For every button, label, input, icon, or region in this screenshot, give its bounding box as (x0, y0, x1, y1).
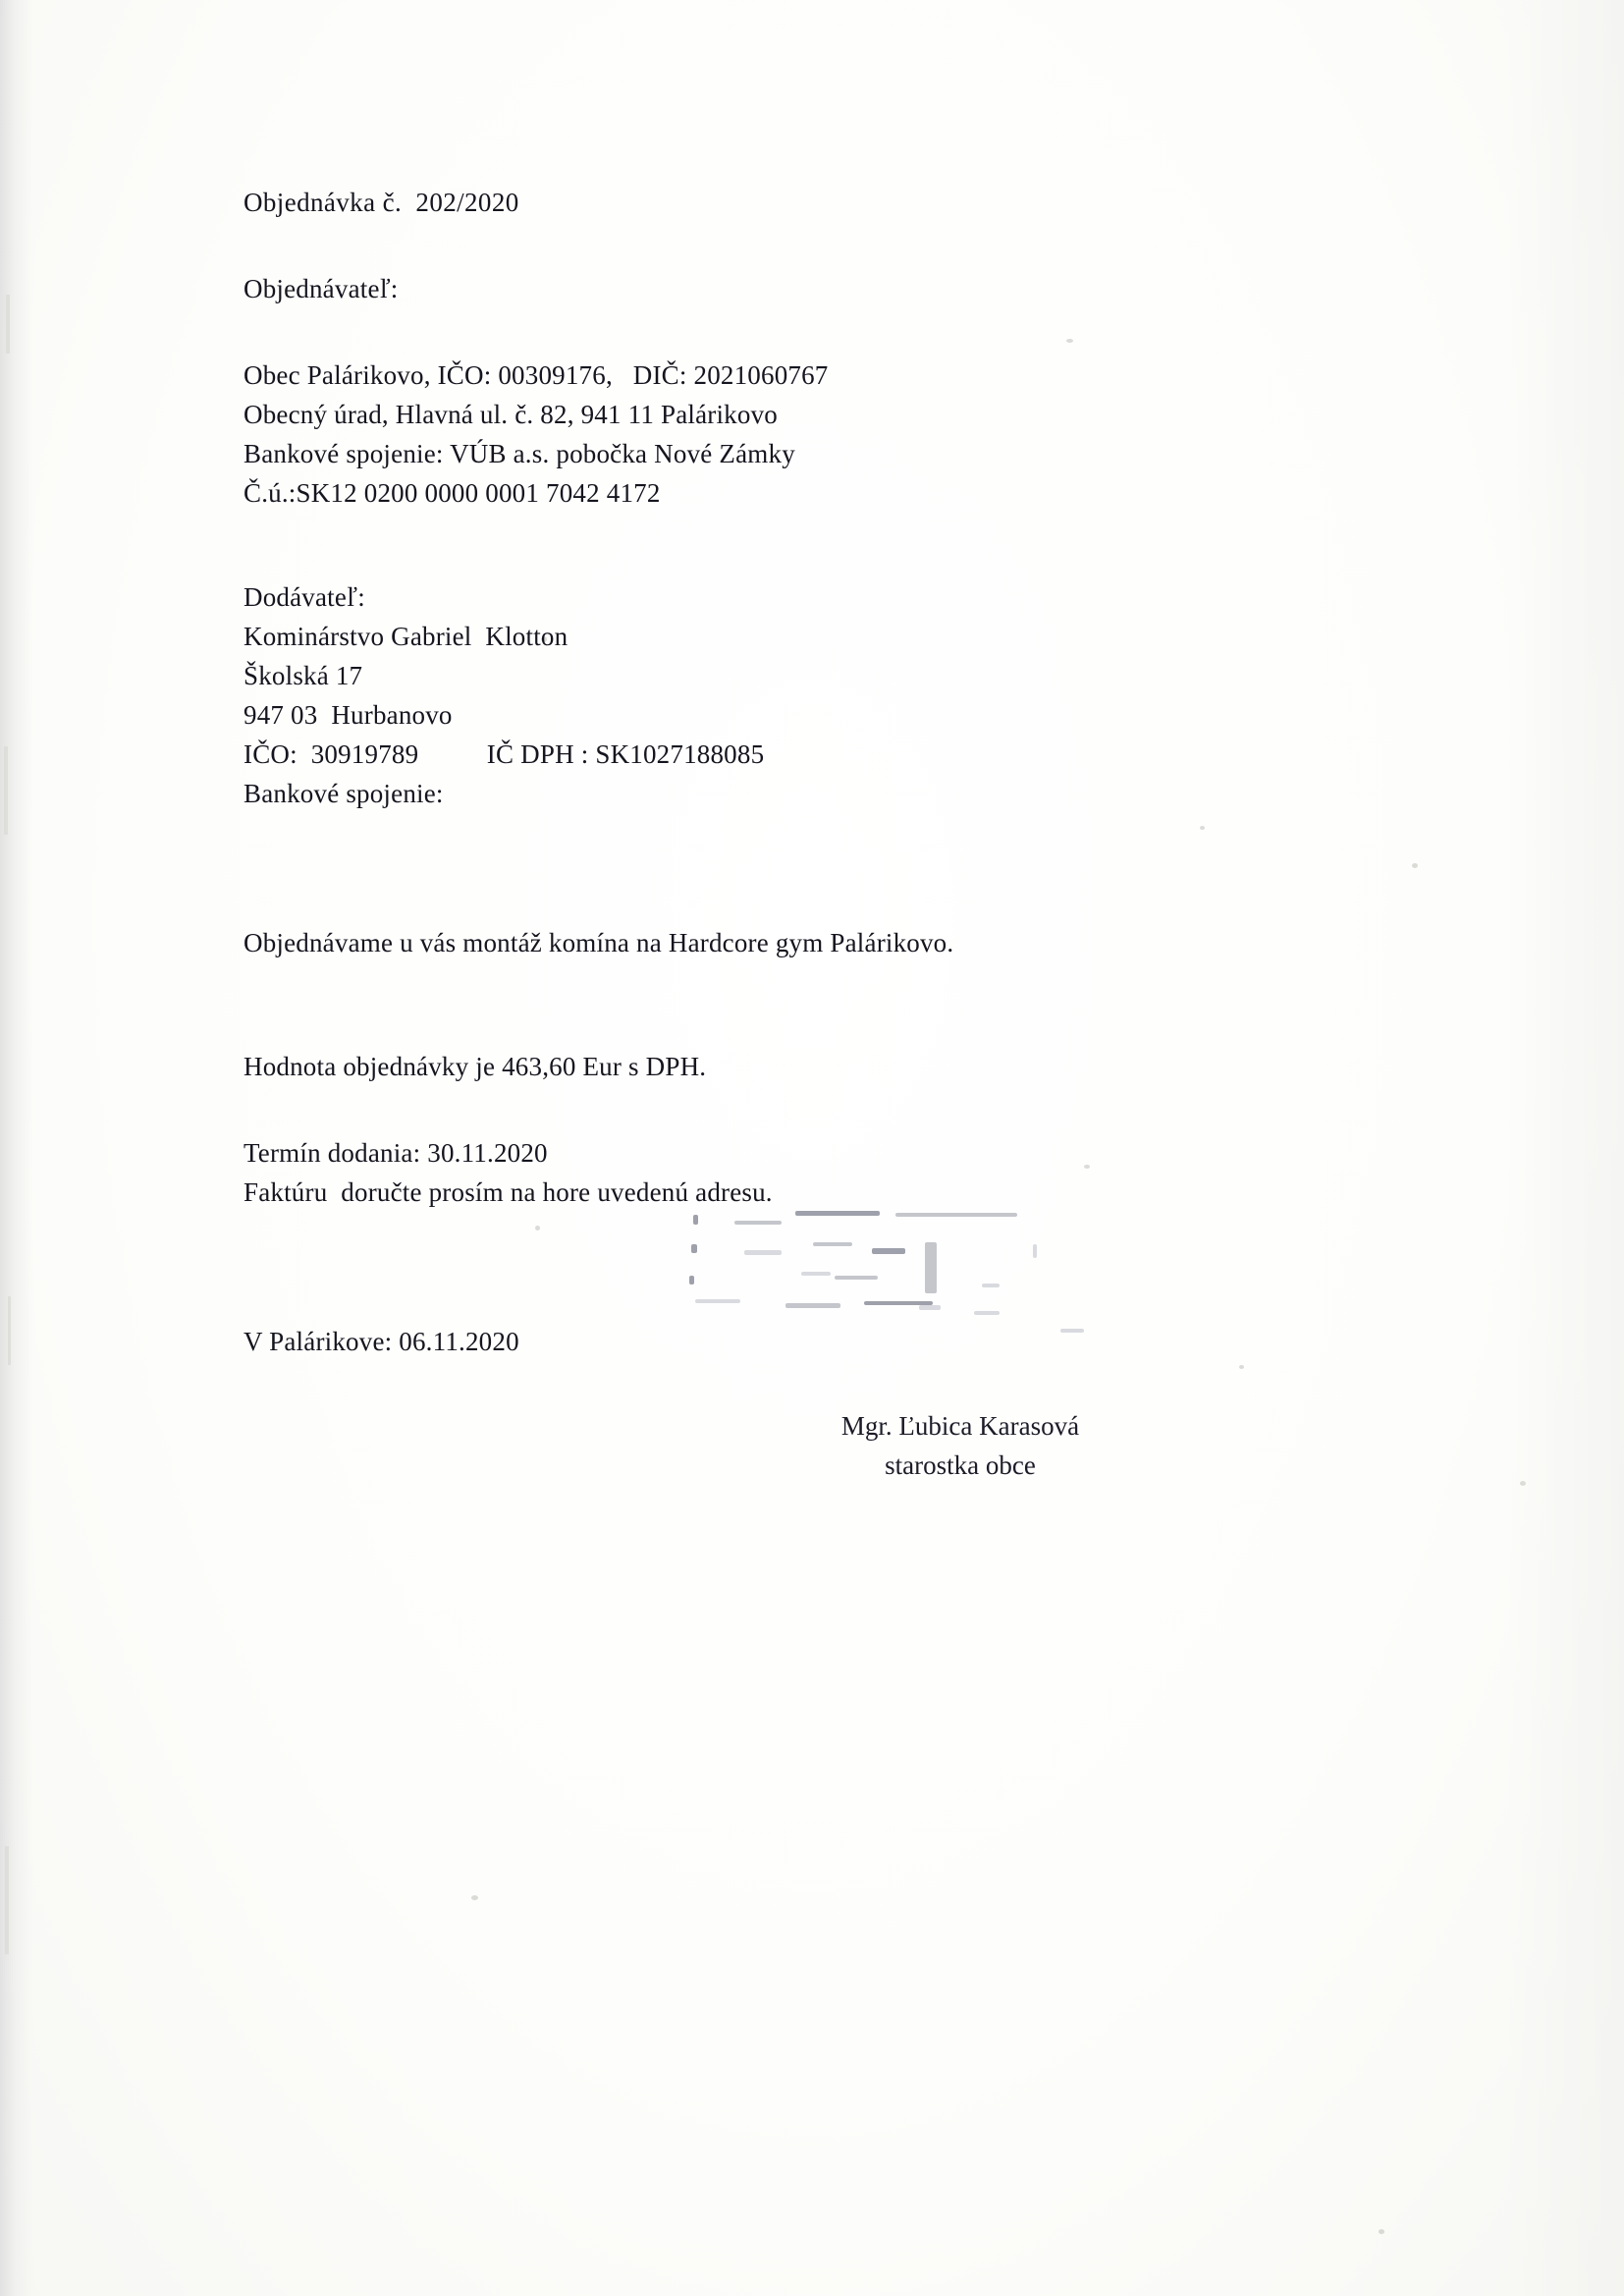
delivery-term: Termín dodania: 30.11.2020 (244, 1138, 548, 1168)
supplier-block (244, 577, 1382, 813)
scan-edge-mark (5, 1846, 9, 1954)
signatory-name: Mgr. Ľubica Karasová (840, 1411, 1080, 1441)
customer-line-2: Obecný úrad, Hlavná ul. č. 82, 941 11 Palárikovo (244, 400, 778, 429)
customer-line-1: Obec Palárikovo, IČO: 00309176, DIČ: 2021060767 (244, 360, 829, 390)
customer-line-4: Č.ú.:SK12 0200 0000 0001 7042 4172 (244, 478, 661, 508)
invoice-note: Faktúru doručte prosím na hore uvedenú adresu. (244, 1177, 773, 1207)
customer-line-3: Bankové spojenie: VÚB a.s. pobočka Nové Zámky (244, 439, 795, 468)
scan-edge-mark (4, 746, 8, 835)
scan-speck (471, 1895, 478, 1900)
spacer (244, 222, 1382, 269)
spacer (244, 1086, 1382, 1133)
supplier-line-4: IČO: 30919789 IČ DPH : SK1027188085 (244, 739, 765, 769)
scan-edge-mark (8, 1296, 11, 1365)
supplier-heading: Dodávateľ: (244, 582, 365, 612)
spacer (244, 813, 1382, 898)
order-text: Objednávame u vás montáž komína na Hardcore gym Palárikovo. (244, 928, 954, 957)
document-body (244, 183, 1382, 1361)
spacer (244, 308, 1382, 355)
signature-block (244, 1406, 1382, 1485)
order-value: Hodnota objednávky je 463,60 Eur s DPH. (244, 1052, 707, 1081)
scan-speck (1379, 2229, 1384, 2234)
scan-edge-mark (6, 295, 10, 354)
customer-heading: Objednávateľ: (244, 274, 399, 303)
scan-speck (1412, 863, 1418, 868)
spacer (244, 513, 1382, 577)
spacer (244, 898, 1382, 923)
order-title: Objednávka č. 202/2020 (244, 188, 519, 217)
supplier-line-2: Školská 17 (244, 661, 363, 690)
place-and-date: V Palárikove: 06.11.2020 (244, 1327, 519, 1356)
spacer (244, 962, 1382, 1047)
customer-block (244, 355, 1382, 513)
scan-speck (1520, 1481, 1526, 1486)
scan-speck (1239, 1365, 1244, 1369)
signature-stamp (687, 1203, 1237, 1380)
signatory-role: starostka obce (885, 1450, 1036, 1480)
supplier-line-3: 947 03 Hurbanovo (244, 700, 453, 730)
supplier-line-1: Kominárstvo Gabriel Klotton (244, 622, 568, 651)
supplier-line-5: Bankové spojenie: (244, 779, 444, 808)
